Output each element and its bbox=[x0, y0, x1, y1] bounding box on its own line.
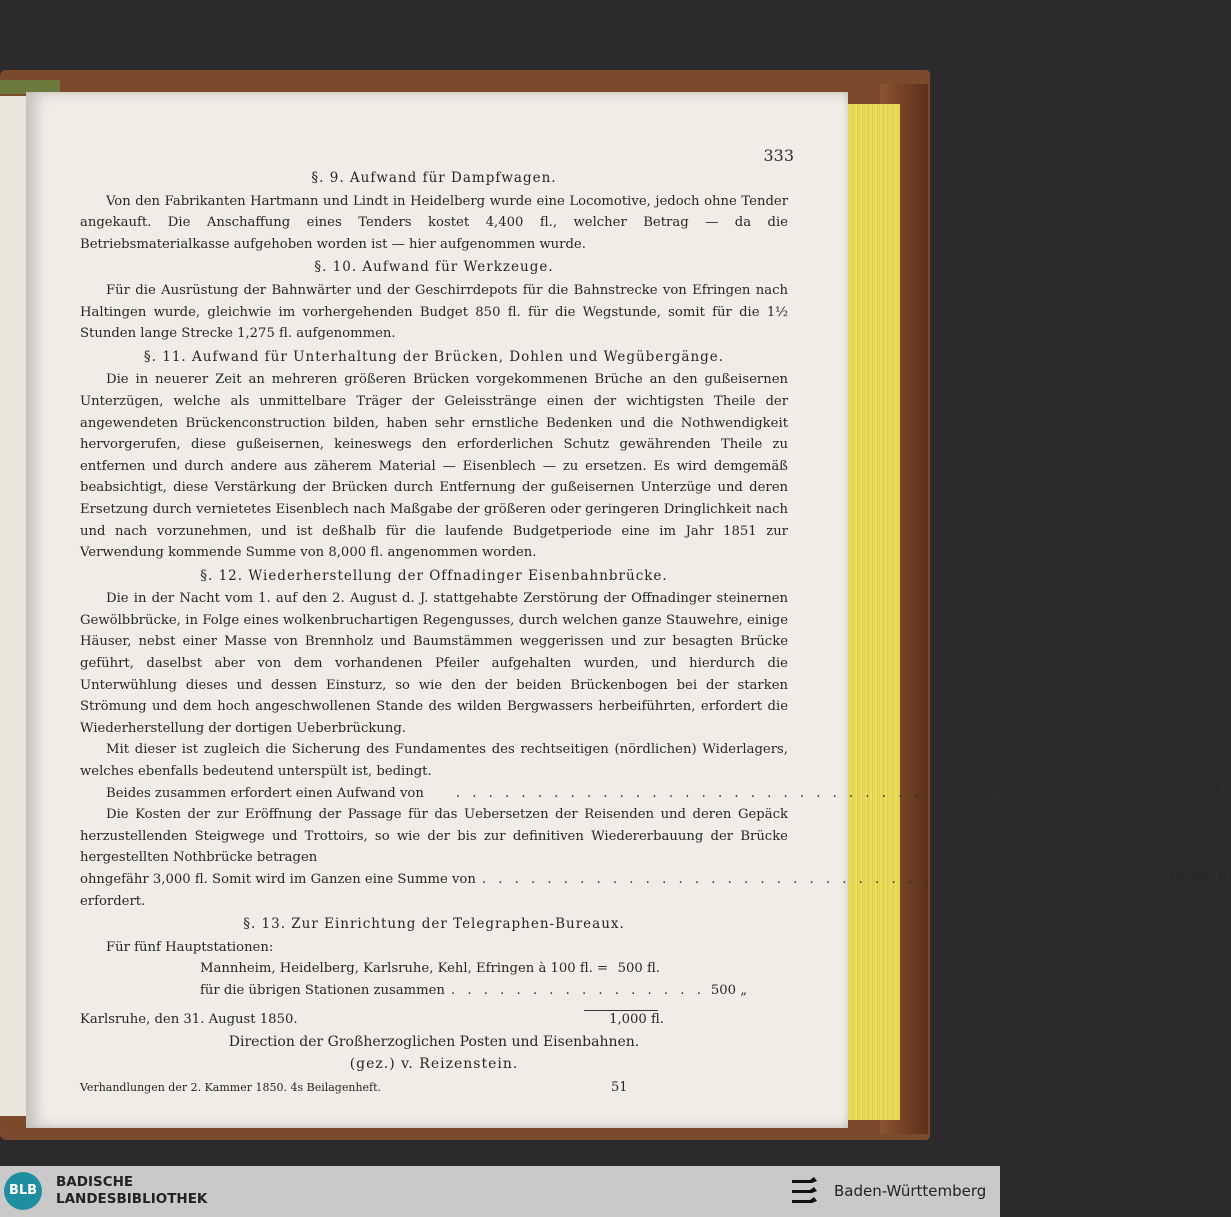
blb-logo-icon: BLB bbox=[4, 1172, 42, 1210]
footer-text: Verhandlungen der 2. Kammer 1850. 4s Beilagenheft. bbox=[80, 1081, 382, 1095]
place-date: Karlsruhe, den 31. August 1850. bbox=[80, 1011, 298, 1027]
state-name: Baden-Württemberg bbox=[834, 1182, 987, 1200]
station-amount: 500 fl. bbox=[617, 961, 660, 977]
paragraph: Die Kosten der zur Eröffnung der Passage für das Uebersetzen der Reisenden und deren Gepäck herzustellenden Steigwege und Trottoirs, so wie der bis zur definitiven Wiedererbauung der Brücke hergestellten Nothbrücke betragen bbox=[80, 807, 788, 866]
library-name-line: LANDESBIBLIOTHEK bbox=[56, 1191, 208, 1207]
section-heading: §. 12. Wiederherstellung der Offnadinger Eisenbahnbrücke. bbox=[200, 567, 668, 584]
paragraph: Von den Fabrikanten Hartmann und Lindt in Heidelberg wurde eine Locomotive, jedoch ohne Tender angekauft. Die Anschaffung eines Tenders kostet 4,400 fl., welcher Betrag — da die Betriebsmaterialkasse aufgehoben worden ist — hier aufgenommen wurde. bbox=[80, 193, 788, 252]
paragraph-tail: erfordert. bbox=[80, 893, 146, 909]
leader-dots: . . . . . . . . . . . . . . . . bbox=[450, 982, 705, 998]
amount-line bbox=[80, 869, 1231, 891]
book-page bbox=[26, 92, 1231, 1128]
page-text bbox=[80, 166, 1231, 1099]
page-number: 333 bbox=[763, 146, 794, 165]
leader-dots: . . . . . . . . . . . . . . . . . . . . . . . . . . . . . . . . . . . . . . . . . . bbox=[455, 785, 1136, 801]
station-amount: 500 „ bbox=[710, 982, 748, 998]
paragraph: Für die Ausrüstung der Bahnwärter und der Geschirrdepots für die Bahnstrecke von Efringen nach Haltingen wurde, gleichwie im vorhergehenden Budget 850 fl. für die Wegstunde, somit für die 1½ Stunden lange Strecke 1,275 fl. aufgenommen. bbox=[80, 282, 788, 342]
amount-value: 7,500 fl. bbox=[1167, 785, 1223, 801]
paragraph: Die in der Nacht vom 1. auf den 2. August d. J. stattgehabte Zerstörung der Offnadinger steinernen Gewölbbrücke, in Folge eines wolkenbruchartigen Regengusses, durch welchen ganze Stauwehre, einige Häuser, nebst einer Masse von Brennholz und Baumstämmen weggerissen und zur besagten Brücke geführt, daselbst aber von dem vorhandenen Pfeiler aufgehalten wurden, und hierdurch die Unterwühlung dieses und dessen Einsturz, so wie den der beiden Brückenbogen bei der starken Strömung und dem hoch angeschwollenen Stande des wilden Bergwassers herbeiführten, erfordert die Wiederherstellung der dortigen Ueberbrückung. bbox=[80, 591, 788, 736]
station-text: Mannheim, Heidelberg, Karlsruhe, Kehl, Efringen à 100 fl. = bbox=[200, 961, 609, 977]
place-date-row bbox=[80, 1009, 788, 1031]
signature: (gez.) v. Reizenstein. bbox=[349, 1055, 519, 1072]
section-total: 1,000 fl. bbox=[609, 1011, 664, 1027]
library-bar bbox=[0, 1166, 1000, 1217]
section-heading: §. 9. Aufwand für Dampfwagen. bbox=[311, 170, 557, 186]
station-item bbox=[200, 958, 660, 980]
station-item bbox=[200, 980, 748, 1002]
amount-line-text: ohngefähr 3,000 fl. Somit wird im Ganzen eine Summe von bbox=[80, 872, 476, 887]
lions-crest-icon bbox=[788, 1174, 822, 1210]
amount-line-text: Beides zusammen erfordert einen Aufwand von bbox=[106, 785, 424, 801]
direction-line: Direction der Großherzoglichen Posten und Eisenbahnen. bbox=[228, 1034, 640, 1051]
amount-value: 10,500 fl. bbox=[1167, 872, 1231, 887]
leader-dots: . . . . . . . . . . . . . . . . . . . . . . . . . . . . . . . . . . . . . . . . . . bbox=[481, 872, 1162, 887]
paragraph: Mit dieser ist zugleich die Sicherung des Fundamentes des rechtseitigen (nördlichen) Widerlagers, welches ebenfalls bedeutend unterspült ist, bedingt. bbox=[80, 742, 788, 780]
section-heading: §. 11. Aufwand für Unterhaltung der Brücken, Dohlen und Wegübergänge. bbox=[143, 348, 725, 365]
section-heading: §. 10. Aufwand für Werkzeuge. bbox=[314, 259, 554, 276]
station-text: für die übrigen Stationen zusammen bbox=[200, 982, 445, 998]
paragraph: Die in neuerer Zeit an mehreren größeren Brücken vorgekommenen Brüche an den gußeisernen Unterzügen, welche als unmittelbare Träger der Geleisstränge einen der wichtigsten Theile der angewendeten Brückenconstruction bilden, haben sehr ernstliche Bedenken und die Nothwendigkeit hervorgerufen, diese gußeisernen, keineswegs den erforderlichen Schutz gewährenden Theile zu entfernen und durch andere aus zäherem Material — Eisenblech — zu ersetzen. Es wird demgemäß beabsichtigt, diese Verstärkung der Brücken durch Entfernung der gußeisernen Unterzüge und deren Ersetzung durch vernietetes Eisenblech nach Maßgabe der größeren oder geringeren Dringlichkeit nach und nach vorzunehmen, und ist deßhalb für die laufende Budgetperiode eine im Jahr 1851 zur Verwendung kommende Summe von 8,000 fl. angenommen worden. bbox=[80, 372, 788, 561]
library-name bbox=[56, 1174, 207, 1208]
intro-line: Für fünf Hauptstationen: bbox=[106, 939, 274, 955]
section-heading: §. 13. Zur Einrichtung der Telegraphen-Bureaux. bbox=[243, 916, 625, 933]
page-footer bbox=[80, 1077, 788, 1099]
amount-line bbox=[80, 783, 1223, 805]
left-page-edge bbox=[0, 96, 29, 1116]
station-list bbox=[200, 958, 748, 1001]
sheet-number: 51 bbox=[611, 1080, 628, 1096]
library-name-line: BADISCHE bbox=[56, 1174, 134, 1190]
